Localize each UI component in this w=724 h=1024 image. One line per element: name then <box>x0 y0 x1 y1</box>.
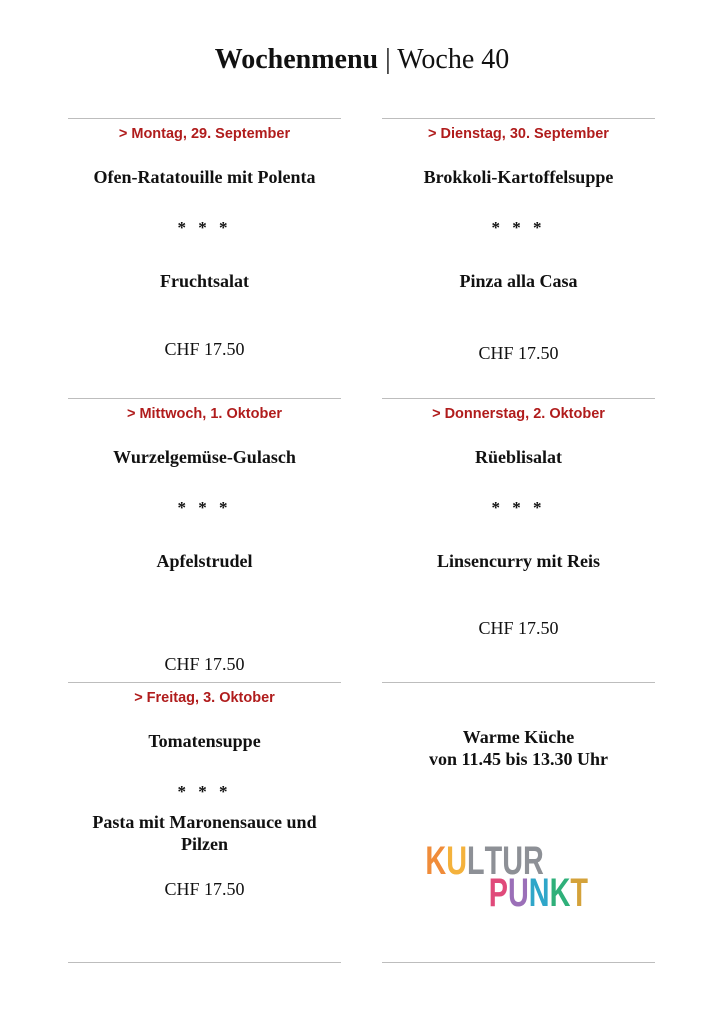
logo-letter: N <box>528 870 550 916</box>
price: CHF 17.50 <box>164 879 245 899</box>
separator: * * * <box>177 218 232 237</box>
second-dish: Apfelstrudel <box>156 551 253 571</box>
separator: * * * <box>491 218 546 237</box>
kulturpunkt-logo <box>424 822 594 916</box>
logo-letter: K <box>549 870 571 916</box>
divider <box>68 682 341 683</box>
main-dish: Wurzelgemüse-Gulasch <box>113 447 296 467</box>
day-heading: > Dienstag, 30. September <box>428 126 609 142</box>
logo-letter: R <box>523 838 544 884</box>
price: CHF 17.50 <box>478 618 559 638</box>
main-dish: Tomatensuppe <box>148 731 261 751</box>
price: CHF 17.50 <box>164 339 245 359</box>
main-dish: Ofen-Ratatouille mit Polenta <box>93 167 316 187</box>
second-dish: Pinza alla Casa <box>459 271 578 291</box>
divider <box>68 118 341 119</box>
logo-letter: T <box>570 870 589 916</box>
day-heading: > Freitag, 3. Oktober <box>134 690 275 706</box>
divider <box>382 118 655 119</box>
hours-heading: Warme Küche <box>462 727 575 747</box>
logo-letter: K <box>425 838 447 884</box>
day-heading: > Mittwoch, 1. Oktober <box>126 406 283 422</box>
price: CHF 17.50 <box>478 343 559 363</box>
separator: * * * <box>177 782 232 801</box>
title-week: | Woche 40 <box>378 44 510 75</box>
divider <box>68 962 341 963</box>
second-dish: Fruchtsalat <box>160 271 249 291</box>
main-dish: Brokkoli-Kartoffelsuppe <box>423 167 614 187</box>
title-bold: Wochenmenu <box>214 44 379 75</box>
day-heading: > Donnerstag, 2. Oktober <box>432 406 605 422</box>
logo-letter: U <box>446 838 468 884</box>
day-heading: > Montag, 29. September <box>118 126 291 142</box>
divider <box>382 682 655 683</box>
logo-letter: T <box>484 838 503 884</box>
price: CHF 17.50 <box>164 654 245 674</box>
hours-time: von 11.45 bis 13.30 Uhr <box>428 749 609 769</box>
logo-letter: P <box>488 870 509 916</box>
page-title <box>0 42 724 78</box>
separator: * * * <box>177 498 232 517</box>
main-dish: Rüeblisalat <box>474 447 562 467</box>
logo-letter: L <box>467 838 485 884</box>
second-dish-line-2: Pilzen <box>181 834 228 854</box>
divider <box>382 398 655 399</box>
divider <box>68 398 341 399</box>
divider <box>382 962 655 963</box>
separator: * * * <box>491 498 546 517</box>
logo-letter: U <box>502 838 524 884</box>
logo-text-bottom <box>489 870 588 915</box>
second-dish-line-1: Pasta mit Maronensauce und <box>92 812 317 832</box>
second-dish: Linsencurry mit Reis <box>437 551 600 571</box>
logo-letter: U <box>508 870 529 916</box>
